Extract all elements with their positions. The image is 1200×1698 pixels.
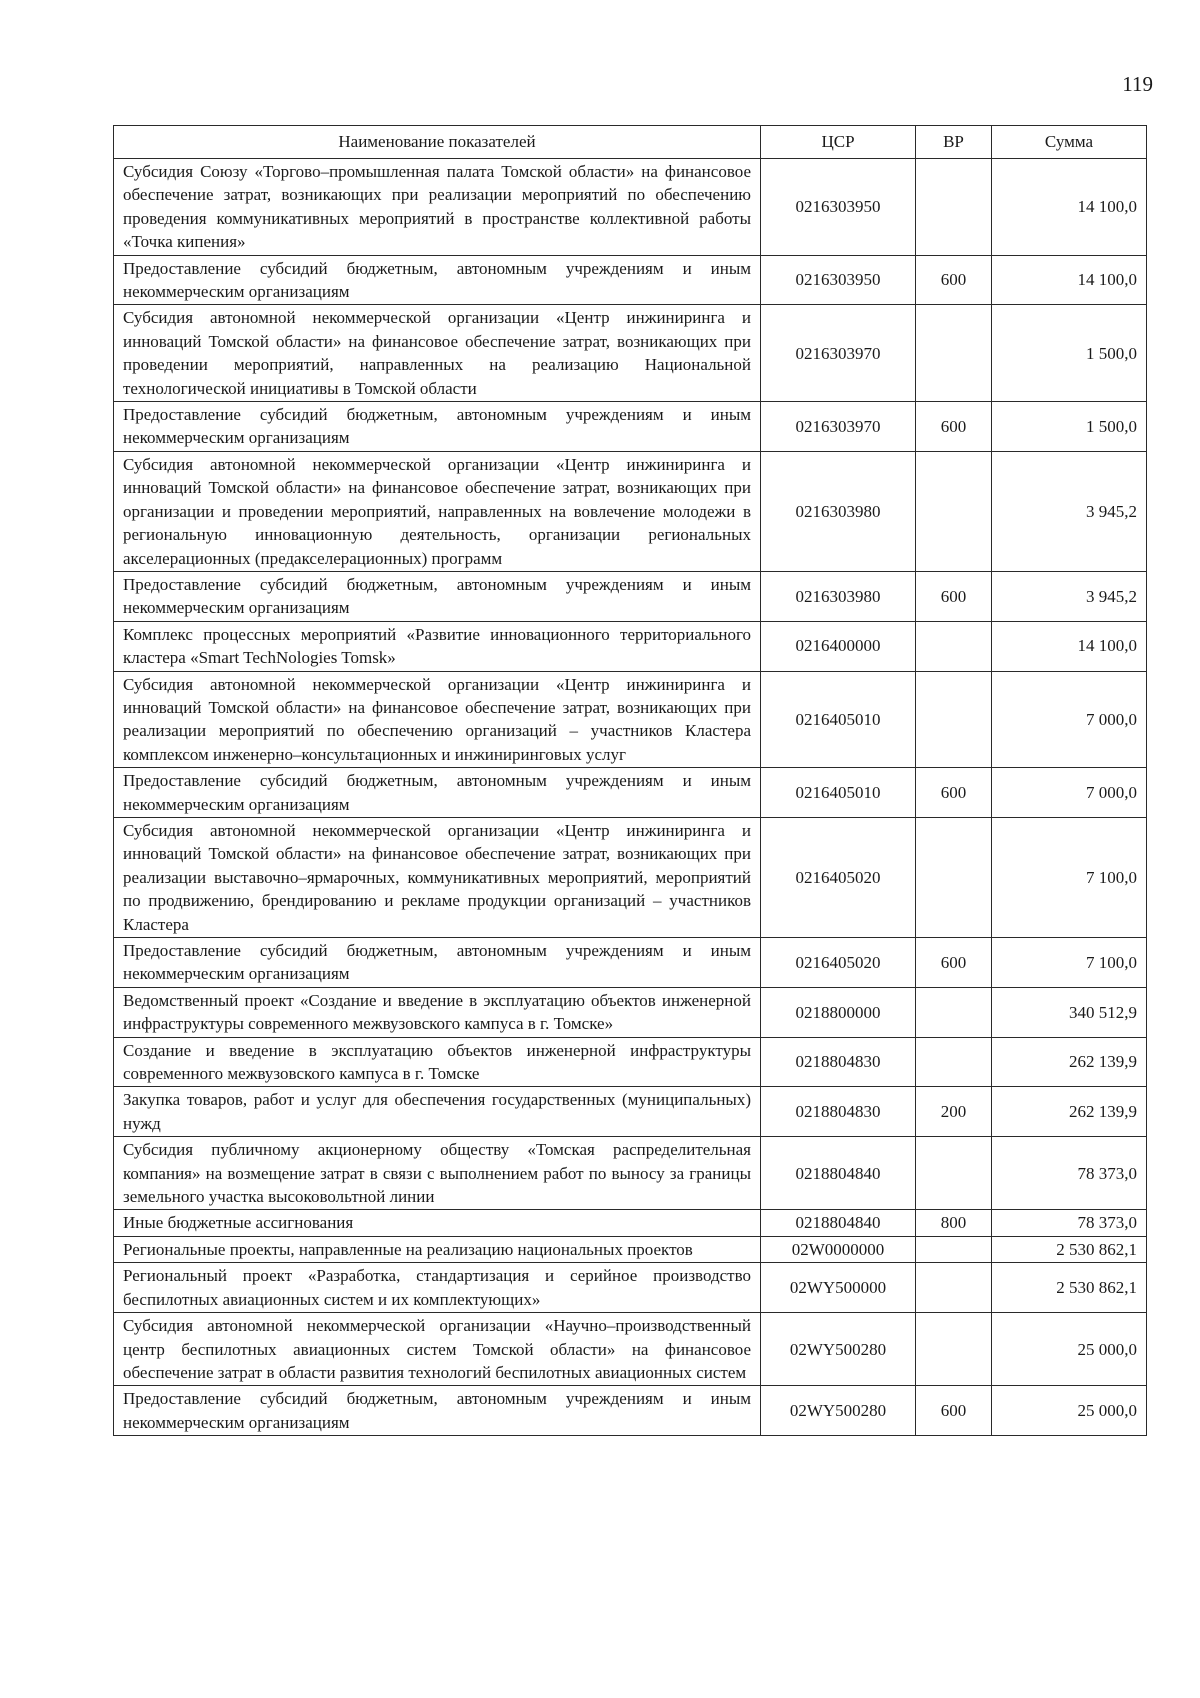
- row-name-cell: Закупка товаров, работ и услуг для обеспечения государственных (муниципальных) нужд: [114, 1087, 761, 1137]
- header-code: ЦСР: [761, 126, 916, 159]
- row-code-cell: 0218804840: [761, 1137, 916, 1210]
- row-vr-cell: [916, 451, 992, 571]
- row-vr-cell: [916, 1263, 992, 1313]
- row-name-cell: Иные бюджетные ассигнования: [114, 1210, 761, 1236]
- row-vr-cell: [916, 305, 992, 402]
- row-name-cell: Предоставление субсидий бюджетным, автономным учреждениям и иным некоммерческим организациям: [114, 768, 761, 818]
- row-code-cell: 0216303950: [761, 255, 916, 305]
- row-code-cell: 02WY500280: [761, 1313, 916, 1386]
- table-row: [114, 817, 1147, 937]
- row-sum-cell: 7 100,0: [992, 817, 1147, 937]
- row-code-cell: 02WY500280: [761, 1386, 916, 1436]
- row-code-cell: 0216303970: [761, 305, 916, 402]
- row-name-cell: Ведомственный проект «Создание и введение в эксплуатацию объектов инженерной инфраструктуры современного межвузовского кампуса в г. Томске»: [114, 987, 761, 1037]
- row-sum-cell: 262 139,9: [992, 1037, 1147, 1087]
- row-sum-cell: 3 945,2: [992, 451, 1147, 571]
- row-vr-cell: 600: [916, 402, 992, 452]
- budget-table: [113, 125, 1147, 1436]
- row-sum-cell: 14 100,0: [992, 159, 1147, 256]
- row-code-cell: 0216405010: [761, 671, 916, 768]
- row-code-cell: 0218804830: [761, 1087, 916, 1137]
- row-name-cell: Субсидия Союзу «Торгово–промышленная палата Томской области» на финансовое обеспечение затрат, возникающих при реализации мероприятий по обеспечению проведения коммуникативных мероприятий в пространстве коллективной работы «Точка кипения»: [114, 159, 761, 256]
- table-row: [114, 1236, 1147, 1262]
- row-code-cell: 0216400000: [761, 621, 916, 671]
- row-vr-cell: [916, 159, 992, 256]
- table-row: [114, 938, 1147, 988]
- table-row: [114, 451, 1147, 571]
- row-sum-cell: 7 100,0: [992, 938, 1147, 988]
- row-code-cell: 0216303950: [761, 159, 916, 256]
- row-sum-cell: 78 373,0: [992, 1137, 1147, 1210]
- row-name-cell: Предоставление субсидий бюджетным, автономным учреждениям и иным некоммерческим организациям: [114, 402, 761, 452]
- row-sum-cell: 25 000,0: [992, 1386, 1147, 1436]
- row-sum-cell: 7 000,0: [992, 671, 1147, 768]
- header-vr: ВР: [916, 126, 992, 159]
- row-code-cell: 02WY500000: [761, 1263, 916, 1313]
- row-sum-cell: 262 139,9: [992, 1087, 1147, 1137]
- table-row: [114, 1087, 1147, 1137]
- row-name-cell: Субсидия автономной некоммерческой организации «Центр инжиниринга и инноваций Томской области» на финансовое обеспечение затрат, возникающих при проведении мероприятий, направленных на реализацию Национальной технологической инициативы в Томской области: [114, 305, 761, 402]
- table-row: [114, 621, 1147, 671]
- table-row: [114, 1037, 1147, 1087]
- row-vr-cell: [916, 671, 992, 768]
- row-name-cell: Предоставление субсидий бюджетным, автономным учреждениям и иным некоммерческим организациям: [114, 1386, 761, 1436]
- row-name-cell: Предоставление субсидий бюджетным, автономным учреждениям и иным некоммерческим организациям: [114, 571, 761, 621]
- table-row: [114, 1137, 1147, 1210]
- row-name-cell: Субсидия автономной некоммерческой организации «Центр инжиниринга и инноваций Томской области» на финансовое обеспечение затрат, возникающих при реализации выставочно–ярмарочных, коммуникативных мероприятий, мероприятий по продвижению, брендированию и рекламе продукции организаций – участников Кластера: [114, 817, 761, 937]
- row-sum-cell: 14 100,0: [992, 255, 1147, 305]
- row-code-cell: 0216405020: [761, 938, 916, 988]
- row-name-cell: Субсидия автономной некоммерческой организации «Центр инжиниринга и инноваций Томской области» на финансовое обеспечение затрат, возникающих при реализации мероприятий по обеспечению организаций – участников Кластера комплексом инженерно–консультационных и инжиниринговых услуг: [114, 671, 761, 768]
- row-vr-cell: 200: [916, 1087, 992, 1137]
- table-row: [114, 1263, 1147, 1313]
- row-vr-cell: [916, 1313, 992, 1386]
- row-name-cell: Субсидия автономной некоммерческой организации «Центр инжиниринга и инноваций Томской области» на финансовое обеспечение затрат, возникающих при организации и проведении мероприятий, направленных на вовлечение молодежи в региональную инновационную деятельность, организации региональных акселерационных (предакселерационных) программ: [114, 451, 761, 571]
- row-code-cell: 02W0000000: [761, 1236, 916, 1262]
- row-sum-cell: 2 530 862,1: [992, 1263, 1147, 1313]
- row-name-cell: Субсидия автономной некоммерческой организации «Научно–производственный центр беспилотных авиационных систем Томской области» на финансовое обеспечение затрат в области развития технологий беспилотных авиационных систем: [114, 1313, 761, 1386]
- table-row: [114, 402, 1147, 452]
- row-vr-cell: [916, 1236, 992, 1262]
- row-name-cell: Предоставление субсидий бюджетным, автономным учреждениям и иным некоммерческим организациям: [114, 938, 761, 988]
- table-row: [114, 1210, 1147, 1236]
- row-code-cell: 0218804830: [761, 1037, 916, 1087]
- row-sum-cell: 2 530 862,1: [992, 1236, 1147, 1262]
- row-sum-cell: 14 100,0: [992, 621, 1147, 671]
- table-row: [114, 305, 1147, 402]
- row-vr-cell: 600: [916, 255, 992, 305]
- row-sum-cell: 1 500,0: [992, 305, 1147, 402]
- table-row: [114, 987, 1147, 1037]
- row-sum-cell: 7 000,0: [992, 768, 1147, 818]
- table-header-row: [114, 126, 1147, 159]
- page-number: 119: [1122, 72, 1153, 96]
- table-row: [114, 571, 1147, 621]
- row-code-cell: 0216303970: [761, 402, 916, 452]
- row-vr-cell: [916, 1137, 992, 1210]
- row-vr-cell: [916, 1037, 992, 1087]
- row-code-cell: 0216405010: [761, 768, 916, 818]
- table-row: [114, 159, 1147, 256]
- table-row: [114, 1313, 1147, 1386]
- table-row: [114, 255, 1147, 305]
- table-row: [114, 1386, 1147, 1436]
- row-vr-cell: 600: [916, 768, 992, 818]
- table-row: [114, 671, 1147, 768]
- header-sum: Сумма: [992, 126, 1147, 159]
- header-name: Наименование показателей: [114, 126, 761, 159]
- row-code-cell: 0218800000: [761, 987, 916, 1037]
- row-name-cell: Комплекс процессных мероприятий «Развитие инновационного территориального кластера «Smart TechNologies Tomsk»: [114, 621, 761, 671]
- row-sum-cell: 340 512,9: [992, 987, 1147, 1037]
- row-name-cell: Региональный проект «Разработка, стандартизация и серийное производство беспилотных авиационных систем и их комплектующих»: [114, 1263, 761, 1313]
- row-sum-cell: 78 373,0: [992, 1210, 1147, 1236]
- row-name-cell: Субсидия публичному акционерному обществу «Томская распределительная компания» на возмещение затрат в связи с выполнением работ по выносу за границы земельного участка высоковольтной линии: [114, 1137, 761, 1210]
- table-row: [114, 768, 1147, 818]
- row-sum-cell: 1 500,0: [992, 402, 1147, 452]
- row-vr-cell: 800: [916, 1210, 992, 1236]
- row-code-cell: 0216405020: [761, 817, 916, 937]
- row-code-cell: 0218804840: [761, 1210, 916, 1236]
- row-vr-cell: [916, 817, 992, 937]
- row-vr-cell: 600: [916, 571, 992, 621]
- row-sum-cell: 3 945,2: [992, 571, 1147, 621]
- row-sum-cell: 25 000,0: [992, 1313, 1147, 1386]
- row-vr-cell: [916, 987, 992, 1037]
- row-code-cell: 0216303980: [761, 571, 916, 621]
- row-name-cell: Предоставление субсидий бюджетным, автономным учреждениям и иным некоммерческим организациям: [114, 255, 761, 305]
- table-body: [114, 159, 1147, 1436]
- row-vr-cell: 600: [916, 938, 992, 988]
- row-name-cell: Создание и введение в эксплуатацию объектов инженерной инфраструктуры современного межвузовского кампуса в г. Томске: [114, 1037, 761, 1087]
- row-vr-cell: [916, 621, 992, 671]
- row-name-cell: Региональные проекты, направленные на реализацию национальных проектов: [114, 1236, 761, 1262]
- row-code-cell: 0216303980: [761, 451, 916, 571]
- row-vr-cell: 600: [916, 1386, 992, 1436]
